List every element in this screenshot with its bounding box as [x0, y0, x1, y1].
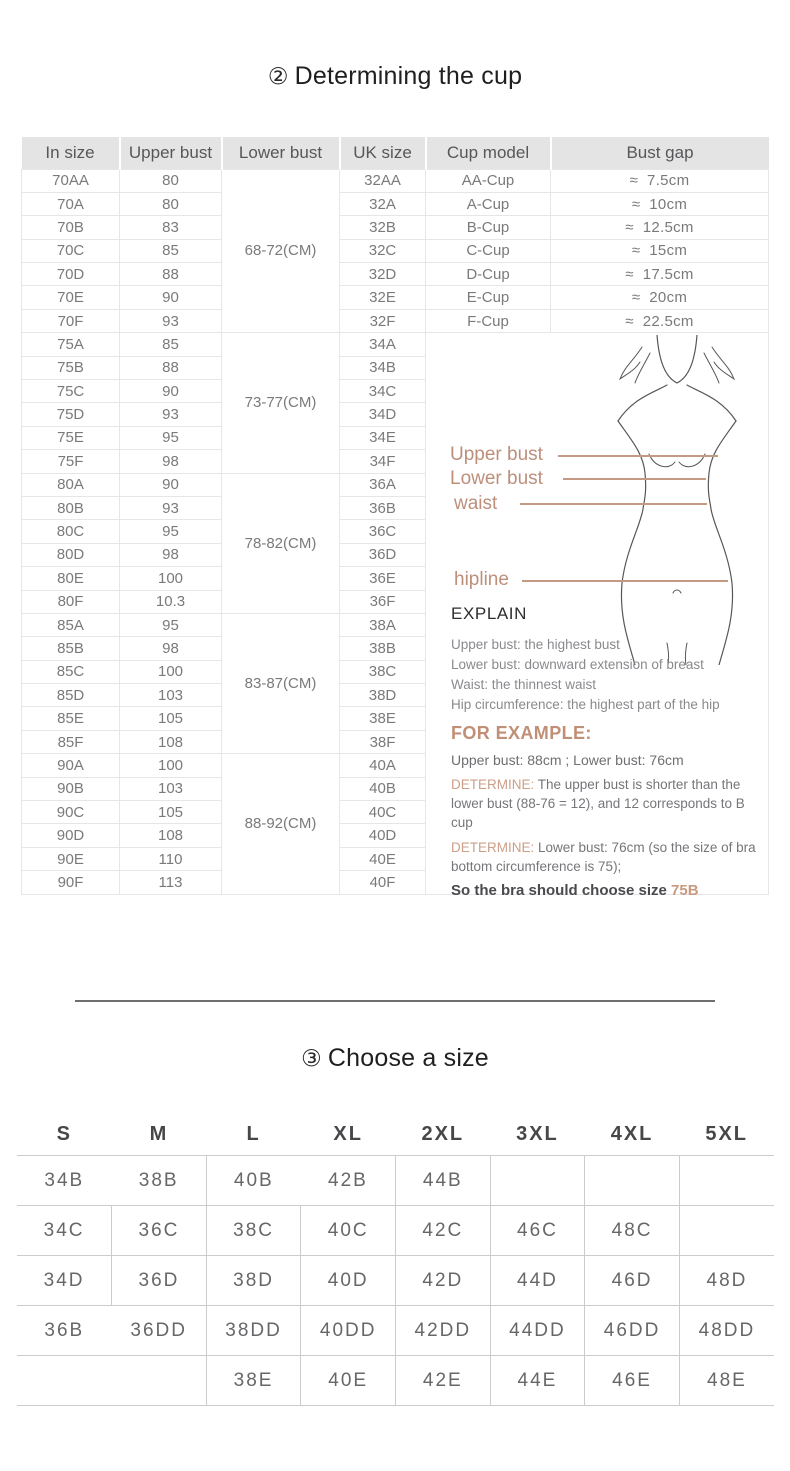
size-table-row — [17, 1156, 774, 1206]
size-table-cell: 44B — [396, 1156, 491, 1206]
uk-size-cell: 36D — [340, 543, 426, 566]
explain-line-upper-bust: Upper bust: the highest bust — [451, 637, 620, 653]
cup-model-cell: A-Cup — [426, 192, 551, 215]
uk-size-cell: 38B — [340, 637, 426, 660]
size-table-cell: 44D — [490, 1256, 585, 1306]
section2-title — [0, 0, 790, 91]
size-table-cell: 48C — [585, 1206, 680, 1256]
upper-bust-cell: 83 — [120, 216, 222, 239]
figure-label-upper-bust: Upper bust — [450, 444, 543, 466]
cup-table-row — [22, 239, 769, 262]
size-table-cell: 36B — [17, 1306, 112, 1356]
size-table-cell: 42D — [396, 1256, 491, 1306]
size-table-cell: 46D — [585, 1256, 680, 1306]
size-table-cell: 42B — [301, 1156, 396, 1206]
section-divider — [75, 1000, 715, 1002]
uk-size-cell: 32A — [340, 192, 426, 215]
col-header-upper-bust: Upper bust — [120, 137, 222, 169]
cup-table-row — [22, 333, 769, 356]
col-header-uk-size: UK size — [340, 137, 426, 169]
in-size-cell: 80B — [22, 496, 120, 519]
size-table-cell — [679, 1156, 774, 1206]
cup-size-table — [21, 137, 769, 900]
in-size-cell: 80C — [22, 520, 120, 543]
uk-size-cell: 34A — [340, 333, 426, 356]
uk-size-cell: 40B — [340, 777, 426, 800]
upper-bust-cell: 93 — [120, 496, 222, 519]
explain-lines — [451, 635, 761, 715]
size-table-cell: 34B — [17, 1156, 112, 1206]
bust-gap-cell: ≈ 17.5cm — [551, 263, 769, 286]
uk-size-cell: 36B — [340, 496, 426, 519]
in-size-cell: 70A — [22, 192, 120, 215]
size-table-cell: 48D — [679, 1256, 774, 1306]
col-header-4xl: 4XL — [610, 1123, 654, 1146]
size-table-cell: 42DD — [396, 1306, 491, 1356]
in-size-cell: 80E — [22, 567, 120, 590]
uk-size-cell: 40E — [340, 847, 426, 870]
upper-bust-cell: 108 — [120, 824, 222, 847]
in-size-cell: 75B — [22, 356, 120, 379]
col-header-m: M — [149, 1123, 169, 1146]
size-table-cell: 38DD — [206, 1306, 301, 1356]
size-table-cell: 36D — [112, 1256, 207, 1306]
col-header-2xl: 2XL — [421, 1123, 465, 1146]
cup-table-row — [22, 216, 769, 239]
size-table-row — [17, 1256, 774, 1306]
section3-title-text: Choose a size — [327, 1043, 489, 1072]
uk-size-cell: 40D — [340, 824, 426, 847]
col-header-l: L — [246, 1123, 261, 1146]
size-table-cell: 48E — [679, 1356, 774, 1406]
hipline-measure-line — [522, 580, 728, 582]
upper-bust-cell: 110 — [120, 847, 222, 870]
size-table-cell: 42C — [396, 1206, 491, 1256]
uk-size-cell: 36E — [340, 567, 426, 590]
uk-size-cell: 40C — [340, 801, 426, 824]
cup-table-row — [22, 192, 769, 215]
size-table-cell: 44E — [490, 1356, 585, 1406]
upper-bust-cell: 10.3 — [120, 590, 222, 613]
uk-size-cell: 36A — [340, 473, 426, 496]
upper-bust-cell: 93 — [120, 309, 222, 332]
size-table-cell: 46E — [585, 1356, 680, 1406]
in-size-cell: 70AA — [22, 169, 120, 192]
figure-cell — [426, 333, 769, 900]
upper-bust-cell: 95 — [120, 520, 222, 543]
size-table-cell — [585, 1156, 680, 1206]
determine-paragraph-2 — [451, 838, 761, 876]
in-size-cell: 75D — [22, 403, 120, 426]
upper-bust-cell: 90 — [120, 473, 222, 496]
upper-bust-cell: 88 — [120, 356, 222, 379]
uk-size-cell: 38A — [340, 613, 426, 636]
waist-measure-line — [520, 503, 707, 505]
bust-gap-cell: ≈ 12.5cm — [551, 216, 769, 239]
cup-model-cell: B-Cup — [426, 216, 551, 239]
figure-label-lower-bust: Lower bust — [450, 468, 543, 490]
cup-model-cell: C-Cup — [426, 239, 551, 262]
uk-size-cell: 34C — [340, 380, 426, 403]
lower-bust-merged-cell: 88-92(CM) — [222, 754, 340, 894]
in-size-cell: 75A — [22, 333, 120, 356]
cup-table-row — [22, 309, 769, 332]
size-table-cell — [679, 1206, 774, 1256]
uk-size-cell: 36C — [340, 520, 426, 543]
example-measurements: Upper bust: 88cm ; Lower bust: 76cm — [451, 752, 684, 769]
figure-label-waist: waist — [454, 493, 498, 515]
in-size-cell: 70F — [22, 309, 120, 332]
explain-line-hip: Hip circumference: the highest part of the hip — [451, 697, 720, 713]
upper-bust-cell: 100 — [120, 567, 222, 590]
in-size-cell: 85B — [22, 637, 120, 660]
in-size-cell: 75E — [22, 426, 120, 449]
upper-bust-cell: 100 — [120, 660, 222, 683]
upper-bust-cell: 98 — [120, 450, 222, 473]
determine-label: DETERMINE: — [451, 777, 535, 793]
uk-size-cell: 34E — [340, 426, 426, 449]
choose-size-table — [17, 1115, 774, 1407]
conclusion-line — [451, 883, 761, 898]
explain-heading: EXPLAIN — [451, 604, 528, 624]
in-size-cell: 75F — [22, 450, 120, 473]
in-size-cell: 90F — [22, 871, 120, 894]
size-table-cell: 36DD — [112, 1306, 207, 1356]
col-header-xl: XL — [333, 1123, 363, 1146]
explain-line-waist: Waist: the thinnest waist — [451, 677, 597, 693]
uk-size-cell: 40F — [340, 871, 426, 894]
in-size-cell: 85D — [22, 684, 120, 707]
in-size-cell: 70C — [22, 239, 120, 262]
uk-size-cell: 34F — [340, 450, 426, 473]
uk-size-cell: 32F — [340, 309, 426, 332]
figure-label-hipline: hipline — [454, 569, 509, 591]
size-table-row — [17, 1356, 774, 1406]
uk-size-cell: 38E — [340, 707, 426, 730]
section3-title — [0, 1044, 790, 1073]
size-table-cell: 40E — [301, 1356, 396, 1406]
size-table-cell: 44DD — [490, 1306, 585, 1356]
size-table-cell: 38B — [112, 1156, 207, 1206]
lower-bust-merged-cell: 73-77(CM) — [222, 333, 340, 473]
upper-bust-cell: 95 — [120, 613, 222, 636]
conclusion-text: So the bra should choose size — [451, 882, 672, 900]
bust-gap-cell: ≈ 20cm — [551, 286, 769, 309]
uk-size-cell: 38F — [340, 730, 426, 753]
cup-table-row — [22, 169, 769, 192]
size-table-cell: 46C — [490, 1206, 585, 1256]
upper-bust-cell: 85 — [120, 333, 222, 356]
upper-bust-cell: 98 — [120, 543, 222, 566]
size-table-row — [17, 1206, 774, 1256]
cup-table-row — [22, 286, 769, 309]
size-table-cell: 42E — [396, 1356, 491, 1406]
bust-gap-cell: ≈ 15cm — [551, 239, 769, 262]
size-table-cell: 34D — [17, 1256, 112, 1306]
upper-bust-cell: 95 — [120, 426, 222, 449]
circled-3-glyph: ③ — [301, 1044, 322, 1071]
upper-bust-cell: 88 — [120, 263, 222, 286]
circled-2-glyph: ② — [267, 63, 289, 89]
cup-table-row — [22, 263, 769, 286]
cup-model-cell: F-Cup — [426, 309, 551, 332]
size-table-cell: 40C — [301, 1206, 396, 1256]
size-table-cell — [490, 1156, 585, 1206]
upper-bust-cell: 80 — [120, 192, 222, 215]
in-size-cell: 85F — [22, 730, 120, 753]
in-size-cell: 90C — [22, 801, 120, 824]
upper-bust-cell: 100 — [120, 754, 222, 777]
size-table-cell: 46DD — [585, 1306, 680, 1356]
upper-bust-cell: 103 — [120, 684, 222, 707]
section2-title-text: Determining the cup — [294, 62, 523, 90]
bust-gap-cell: ≈ 22.5cm — [551, 309, 769, 332]
upper-bust-cell: 113 — [120, 871, 222, 894]
in-size-cell: 85A — [22, 613, 120, 636]
size-table-cell: 36C — [112, 1206, 207, 1256]
lower-bust-merged-cell: 83-87(CM) — [222, 613, 340, 753]
uk-size-cell: 32AA — [340, 169, 426, 192]
uk-size-cell: 40A — [340, 754, 426, 777]
determine-text: The upper bust is shorter than the lower bust (88-76 = 12), and 12 corresponds to B cup — [451, 777, 745, 831]
in-size-cell: 70B — [22, 216, 120, 239]
determine-paragraph-1 — [451, 775, 761, 832]
col-header-3xl: 3XL — [516, 1123, 559, 1146]
uk-size-cell: 34D — [340, 403, 426, 426]
uk-size-cell: 32E — [340, 286, 426, 309]
upper-bust-cell: 80 — [120, 169, 222, 192]
size-table-cell — [112, 1356, 207, 1406]
col-header-s: S — [56, 1123, 72, 1146]
size-table-cell: 34C — [17, 1206, 112, 1256]
cup-model-cell: D-Cup — [426, 263, 551, 286]
bust-gap-cell: ≈ 10cm — [551, 192, 769, 215]
upper-bust-cell: 105 — [120, 707, 222, 730]
col-header-in-size: In size — [22, 137, 120, 169]
upper-bust-cell: 105 — [120, 801, 222, 824]
in-size-cell: 90D — [22, 824, 120, 847]
uk-size-cell: 36F — [340, 590, 426, 613]
upper-bust-cell: 98 — [120, 637, 222, 660]
determine-text: Lower bust: 76cm (so the size of bra bottom circumference is 75); — [451, 840, 756, 875]
in-size-cell: 70D — [22, 263, 120, 286]
size-table-cell: 40DD — [301, 1306, 396, 1356]
uk-size-cell: 32D — [340, 263, 426, 286]
size-table-header-row — [17, 1115, 774, 1156]
size-table-cell: 48DD — [679, 1306, 774, 1356]
upper-bust-cell: 93 — [120, 403, 222, 426]
size-table-cell: 40D — [301, 1256, 396, 1306]
upper-bust-cell: 103 — [120, 777, 222, 800]
bust-gap-cell: ≈ 7.5cm — [551, 169, 769, 192]
for-example-heading: FOR EXAMPLE: — [451, 723, 592, 744]
lower-bust-measure-line — [563, 478, 706, 480]
size-table-cell: 38E — [206, 1356, 301, 1406]
uk-size-cell: 32B — [340, 216, 426, 239]
in-size-cell: 90A — [22, 754, 120, 777]
size-table-cell: 40B — [206, 1156, 301, 1206]
size-table-cell: 38C — [206, 1206, 301, 1256]
lower-bust-merged-cell: 68-72(CM) — [222, 169, 340, 333]
cup-model-cell: E-Cup — [426, 286, 551, 309]
recommended-size: 75B — [671, 882, 699, 900]
in-size-cell: 70E — [22, 286, 120, 309]
col-header-cup-model: Cup model — [426, 137, 551, 169]
in-size-cell: 90B — [22, 777, 120, 800]
cup-model-cell: AA-Cup — [426, 169, 551, 192]
upper-bust-cell: 90 — [120, 286, 222, 309]
upper-bust-measure-line — [558, 455, 718, 457]
in-size-cell: 80D — [22, 543, 120, 566]
uk-size-cell: 32C — [340, 239, 426, 262]
explain-line-lower-bust: Lower bust: downward extension of breast — [451, 657, 704, 673]
in-size-cell: 75C — [22, 380, 120, 403]
upper-bust-cell: 90 — [120, 380, 222, 403]
measurement-guide-panel — [426, 333, 768, 900]
col-header-5xl: 5XL — [705, 1123, 749, 1146]
in-size-cell: 80F — [22, 590, 120, 613]
cup-table-header-row — [22, 137, 769, 169]
in-size-cell: 80A — [22, 473, 120, 496]
size-table-cell: 38D — [206, 1256, 301, 1306]
col-header-lower-bust: Lower bust — [222, 137, 340, 169]
determine-label: DETERMINE: — [451, 840, 535, 856]
in-size-cell: 85E — [22, 707, 120, 730]
uk-size-cell: 38C — [340, 660, 426, 683]
uk-size-cell: 38D — [340, 684, 426, 707]
col-header-bust-gap: Bust gap — [551, 137, 769, 169]
upper-bust-cell: 108 — [120, 730, 222, 753]
size-table-row — [17, 1306, 774, 1356]
in-size-cell: 90E — [22, 847, 120, 870]
in-size-cell: 85C — [22, 660, 120, 683]
uk-size-cell: 34B — [340, 356, 426, 379]
lower-bust-merged-cell: 78-82(CM) — [222, 473, 340, 613]
size-table-cell — [17, 1356, 112, 1406]
explain-block — [451, 605, 761, 898]
upper-bust-cell: 85 — [120, 239, 222, 262]
